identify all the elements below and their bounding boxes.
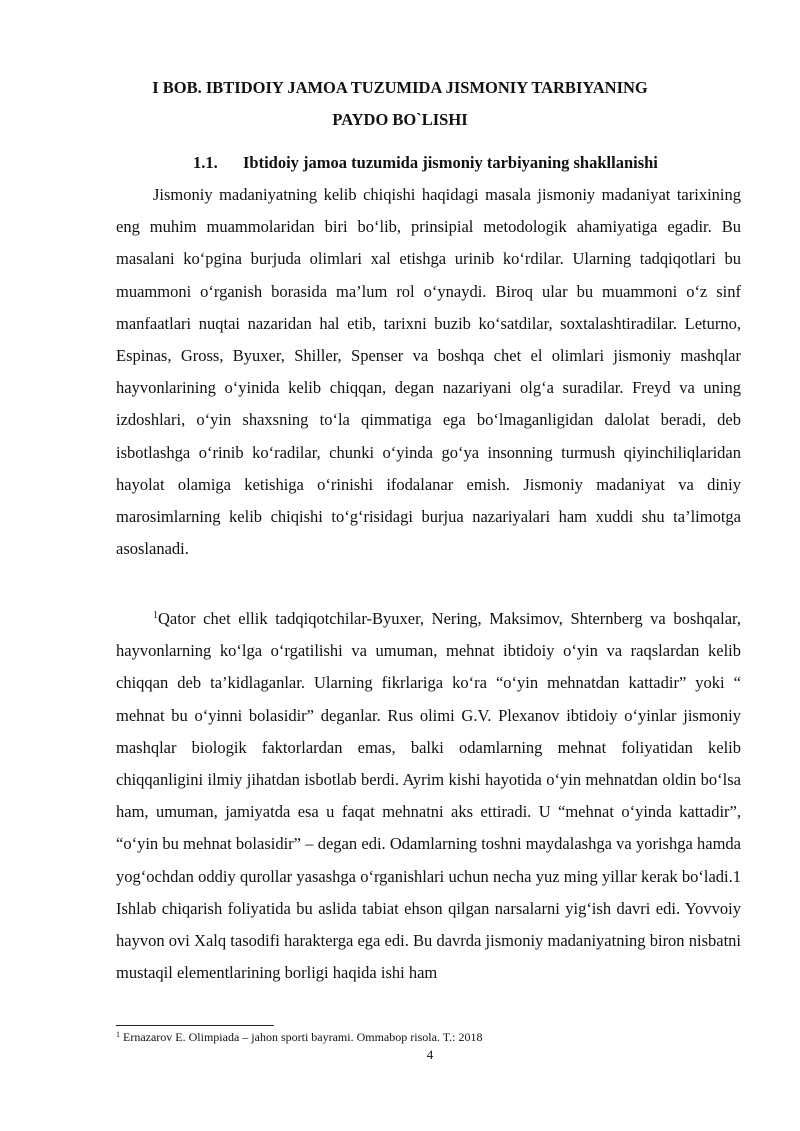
subsection-number: 1.1. bbox=[193, 153, 218, 172]
footnote bbox=[116, 1029, 482, 1045]
body-paragraph-2-text: Qator chet ellik tadqiqotchilar-Byuxer, Nering, Maksimov, Shternberg va boshqalar, hayvonlarning ko‘lga o‘rgatilishi va umuman, mehnat ibtidoiy o‘yin va raqslardan kelib chiqqan deb ta’kidlaganlar. Ularning fikrlariga ko‘ra “o‘yin mehnatdan kattadir” yoki “ mehnat bu o‘yinni bolasidir” deganlar. Rus olimi G.V. Plexanov ibtidoiy o‘yinlar jismoniy mashqlar biologik faktorlardan emas, balki odamlarning mehnat foliyatidan kelib chiqqanligini ilmiy jihatdan isbotlab berdi. Ayrim kishi hayotida o‘yin mehnatdan oldin bo‘lsa ham, umuman, jamiyatda esa u faqat mehnatni aks ettiradi. U “mehnat o‘yinda kattadir”, “o‘yin bu mehnat bolasidir” – degan edi. Odamlarning toshni maydalashga va yorishga hamda yog‘ochdan oddiy qurollar yasashga o‘rganishlari uchun necha yuz ming yillar kerak bo‘ladi.1 Ishlab chiqarish foliyatida bu aslida tabiat ehson qilgan narsalarni yig‘ish davri edi. Yovvoiy hayvon ovi Xalq tasodifi harakterga ega edi. Bu davrda jismoniy madaniyatning biron nisbatni mustaqil elementlarining borligi haqida ishi ham bbox=[116, 609, 741, 983]
chapter-heading-line-2: PAYDO BO`LISHI bbox=[332, 110, 468, 129]
footnote-mark: 1 bbox=[116, 1030, 120, 1039]
chapter-heading-line-1: I BOB. IBTIDOIY JAMOA TUZUMIDA JISMONIY TARBIYANING bbox=[152, 78, 648, 97]
page-number: 4 bbox=[426, 1047, 434, 1062]
footnote-text: Ernazarov E. Olimpiada – jahon sporti bayrami. Ommabop risola. T.: 2018 bbox=[120, 1030, 483, 1044]
body-paragraph-1: Jismoniy madaniyatning kelib chiqishi haqidagi masala jismoniy madaniyat tarixining eng muhim muammolaridan biri bo‘lib, prinsipial metodologik ahamiyatiga egadir. Bu masalani ko‘pgina burjuda olimlari xal etishga urinib ko‘rdilar. Ularning tadqiqotlari bu muammoni o‘rganish borasida ma’lum rol o‘ynaydi. Biroq ular bu muammoni o‘z sinf manfaatlari nuqtai nazaridan hal etib, tarixni buzib ko‘satdilar, soxtalashtiradilar. Leturno, Espinas, Gross, Byuxer, Shiller, Spenser va boshqa chet el olimlari jismoniy mashqlar hayvonlarining o‘yinida kelib chiqqan, degan nazariyani olg‘a suradilar. Freyd va uning izdoshlari, o‘yin shaxsning to‘la qimmatiga ega bo‘lmaganligidan dalolat beradi, deb isbotlashga o‘rinib ko‘radilar, chunki o‘yinda go‘ya insonning turmush qiyinchiliqlaridan hayolat olamiga ketishiga o‘rinishi ifodalanar emish. Jismoniy madaniyat va diniy marosimlarning kelib chiqishi to‘g‘risidagi burjua nazariyalari ham xuddi shu ta’limotga asoslanadi. bbox=[116, 185, 741, 559]
footnote-reference: 1 bbox=[153, 610, 158, 621]
subsection-title: Ibtidoiy jamoa tuzumida jismoniy tarbiyaning shakllanishi bbox=[243, 153, 658, 172]
footnote-separator bbox=[116, 1025, 274, 1026]
body-paragraph-2 bbox=[116, 603, 741, 989]
subsection-heading bbox=[193, 147, 658, 179]
